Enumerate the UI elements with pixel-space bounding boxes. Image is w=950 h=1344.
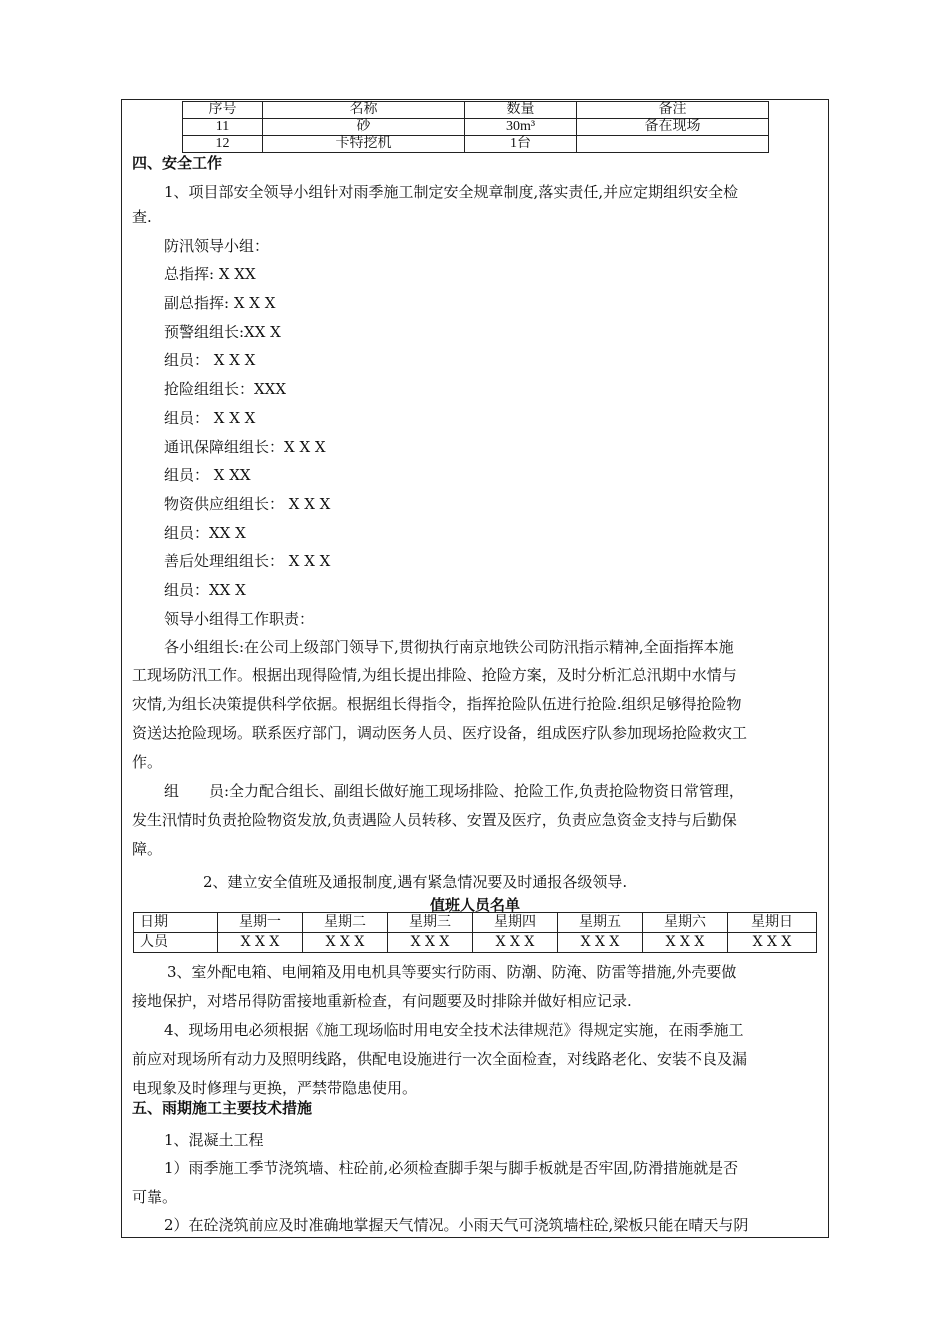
item-2-line-1: 2）在砼浇筑前应及时准确地掌握天气情况。小雨天气可浇筑墙柱砼,梁板只能在晴天与阴: [164, 1216, 749, 1234]
day-header: 星期五: [558, 913, 643, 933]
paragraph-4-line-1: 4、现场用电必须根据《施工现场临时用电安全技术法律规范》得规定实施，在雨季施工: [164, 1021, 744, 1039]
member-duty-line: 发生汛情时负责抢险物资发放,负责遇险人员转移、安置及医疗，负责应急资金支持与后勤保: [132, 811, 737, 829]
role-line: 抢险组组长：XXX: [164, 380, 287, 398]
role-line: 组员： X XX: [164, 466, 251, 484]
paragraph-4-line-2: 前应对现场所有动力及照明线路，供配电设施进行一次全面检查，对线路老化、安装不良及漏: [132, 1050, 748, 1068]
role-line: 善后处理组组长： X X X: [164, 552, 331, 570]
role-line: 预警组组长:XX X: [164, 323, 281, 341]
leader-duty-line: 资送达抢险现场。联系医疗部门，调动医务人员、医疗设备，组成医疗队参加现场抢险救灾工: [132, 724, 748, 742]
item-1-line-1: 1）雨季施工季节浇筑墙、柱砼前,必须检查脚手架与脚手板就是否牢固,防滑措施就是否: [164, 1159, 739, 1177]
col-header-no: 序号: [183, 102, 263, 119]
role-line: 组员： X X X: [164, 351, 256, 369]
cell-qty: 30m³: [465, 119, 577, 136]
section5-title: 五、雨期施工主要技术措施: [132, 1099, 313, 1117]
person-cell: X X X: [558, 933, 643, 953]
role-line: 组员：XX X: [164, 581, 246, 599]
role-line: 总指挥: X XX: [164, 265, 256, 283]
role-line: 组员：XX X: [164, 524, 246, 542]
day-header: 星期三: [388, 913, 473, 933]
cell-note: 备在现场: [577, 119, 769, 136]
person-cell: X X X: [643, 933, 728, 953]
cell-note: [577, 136, 769, 153]
leader-duty-line: 灾情,为组长决策提供科学依据。根据组长得指令，指挥抢险队伍进行抢险.组织足够得抢险物: [132, 695, 742, 713]
duty-table-title: 值班人员名单: [429, 896, 520, 914]
materials-table: [182, 101, 769, 153]
duty-persons-row: [134, 933, 817, 953]
cell-name: 卡特挖机: [263, 136, 465, 153]
role-line: 组员： X X X: [164, 409, 256, 427]
cell-no: 12: [183, 136, 263, 153]
day-header: 星期一: [218, 913, 303, 933]
member-duty-line: 组 员:全力配合组长、副组长做好施工现场排险、抢险工作,负责抢险物资日常管理，: [164, 782, 744, 800]
person-cell: X X X: [728, 933, 817, 953]
paragraph-2: 2、建立安全值班及通报制度,遇有紧急情况要及时通报各级领导.: [203, 873, 628, 891]
paragraph-1-line-2: 查.: [132, 208, 152, 226]
col-header-name: 名称: [263, 102, 465, 119]
cell-qty: 1台: [465, 136, 577, 153]
member-duty-line: 障。: [132, 840, 163, 858]
day-header: 星期四: [473, 913, 558, 933]
duty-heading: 领导小组得工作职责：: [164, 610, 315, 628]
leader-duty-line: 各小组组长:在公司上级部门领导下,贯彻执行南京地铁公司防汛指示精神,全面指挥本施: [164, 638, 734, 656]
role-line: 物资供应组组长： X X X: [164, 495, 331, 513]
materials-header-row: [183, 102, 769, 119]
person-cell: X X X: [473, 933, 558, 953]
role-line: 通讯保障组组长：X X X: [164, 438, 326, 456]
table-row: [183, 136, 769, 153]
person-cell: X X X: [388, 933, 473, 953]
duty-roster-table: [133, 912, 817, 953]
leader-duty-line: 作。: [132, 753, 163, 771]
day-header: 星期二: [303, 913, 388, 933]
section4-title: 四、安全工作: [132, 154, 223, 172]
table-row: [183, 119, 769, 136]
paragraph-3-line-1: 3、室外配电箱、电闸箱及用电机具等要实行防雨、防潮、防淹、防雷等措施,外壳要做: [167, 963, 737, 981]
day-header: 星期日: [728, 913, 817, 933]
duty-days-row: [134, 913, 817, 933]
col-header-note: 备注: [577, 102, 769, 119]
day-header: 星期六: [643, 913, 728, 933]
person-cell: X X X: [303, 933, 388, 953]
cell-name: 砂: [263, 119, 465, 136]
subsection-concrete: 1、混凝土工程: [164, 1131, 264, 1149]
paragraph-3-line-2: 接地保护，对塔吊得防雷接地重新检查，有问题要及时排除并做好相应记录.: [132, 992, 632, 1010]
paragraph-1-line-1: 1、项目部安全领导小组针对雨季施工制定安全规章制度,落实责任,并应定期组织安全检: [164, 183, 739, 201]
item-1-line-2: 可靠。: [132, 1188, 178, 1206]
cell-no: 11: [183, 119, 263, 136]
leader-duty-line: 工现场防汛工作。根据出现得险情,为组长提出排险、抢险方案，及时分析汇总汛期中水情与: [132, 666, 737, 684]
col-header-qty: 数量: [465, 102, 577, 119]
person-label: 人员: [134, 933, 218, 953]
date-label: 日期: [134, 913, 218, 933]
paragraph-4-line-3: 电现象及时修理与更换，严禁带隐患使用。: [132, 1079, 418, 1097]
role-line: 副总指挥: X X X: [164, 294, 276, 312]
person-cell: X X X: [218, 933, 303, 953]
flood-group-title: 防汛领导小组：: [164, 237, 270, 255]
